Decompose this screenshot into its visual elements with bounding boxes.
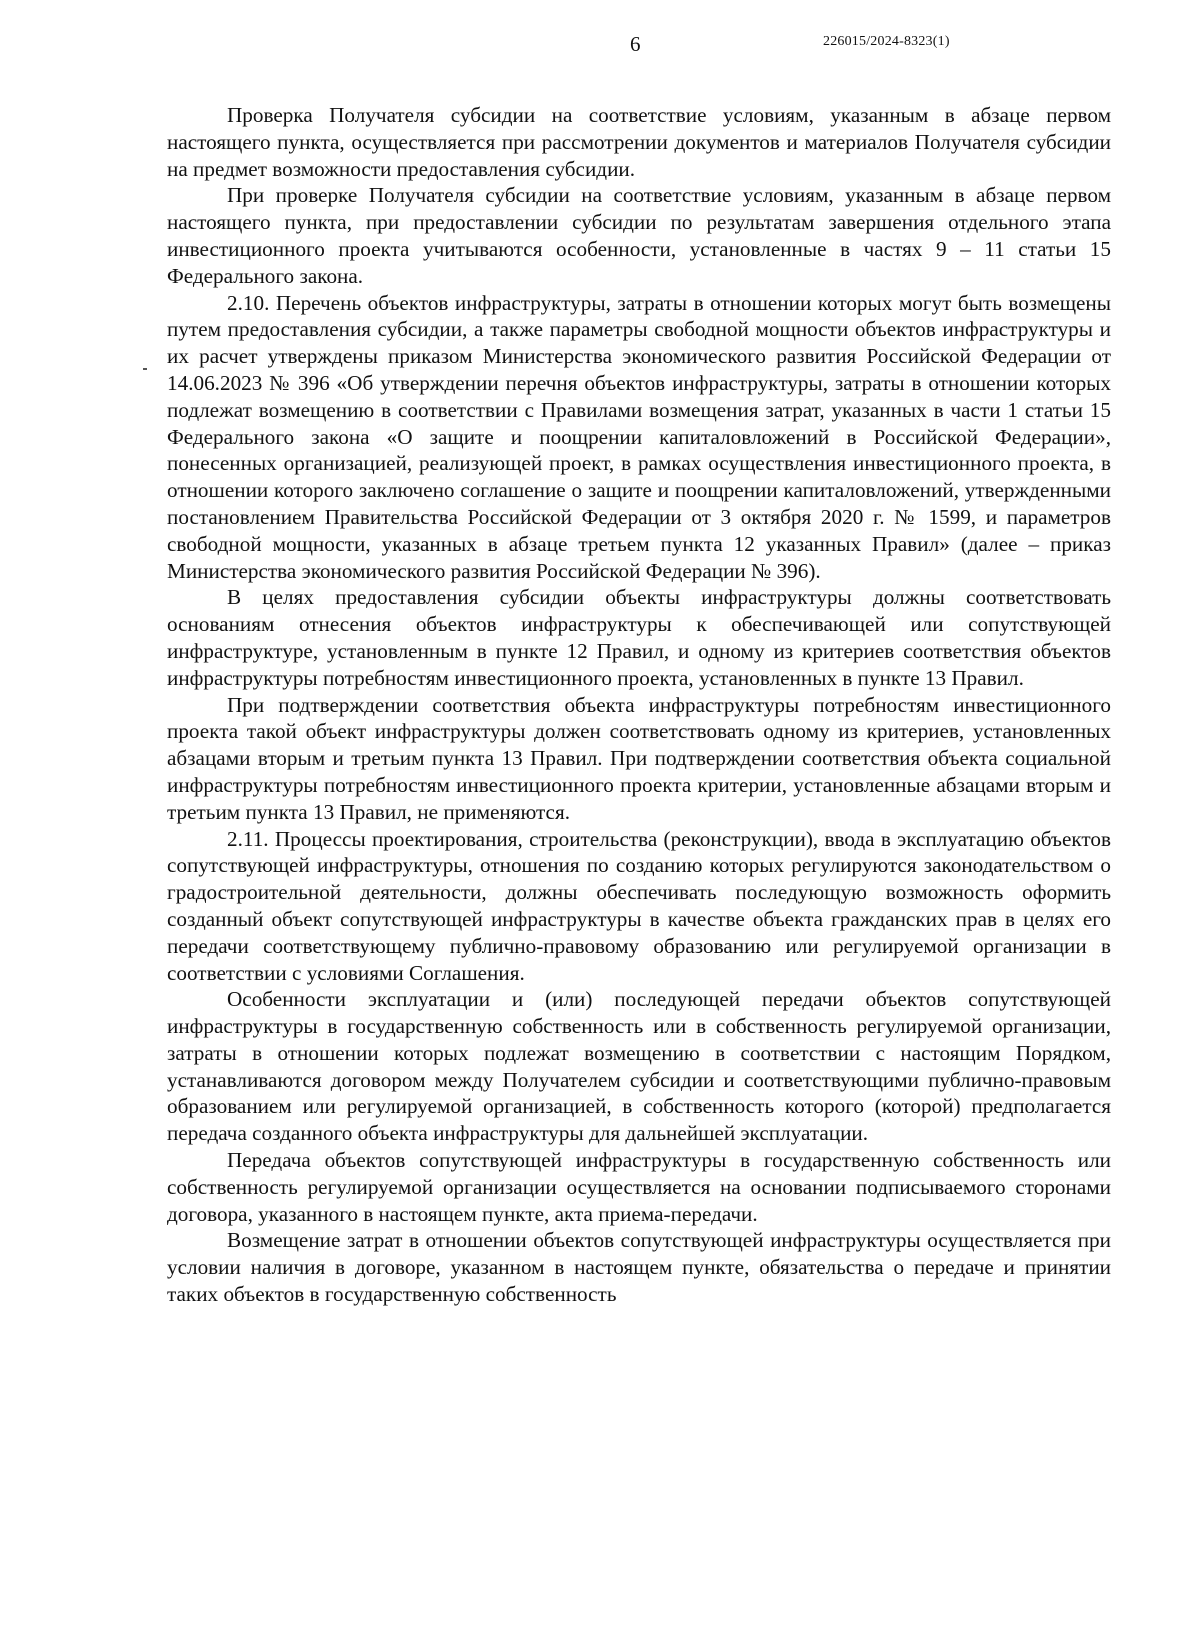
paragraph-transfer: Передача объектов сопутствующей инфраструктуры в государственную собственность или собственность регулируемой организации осуществляется на основании подписываемого сторонами договора, указанного в настоящем пункте, акта приема-передачи. <box>167 1148 1111 1226</box>
paragraph-compliance-confirmation: При подтверждении соответствия объекта инфраструктуры потребностям инвестиционного проекта такой объект инфраструктуры должен соответствовать одному из критериев, установленных абзацами вторым и третьим пункта 13 Правил. При подтверждении соответствия объекта социальной инфраструктуры потребностям инвестиционного проекта критерии, установленные абзацами вторым и третьим пункта 13 Правил, не применяются. <box>167 692 1111 824</box>
paragraph-verification: Проверка Получателя субсидии на соответствие условиям, указанным в абзаце первом настоящего пункта, осуществляется при рассмотрении документов и материалов Получателя субсидии на предмет возможности предоставления субсидии. <box>167 103 1111 181</box>
page-number: 6 <box>630 32 641 56</box>
paragraph-2-10: 2.10. Перечень объектов инфраструктуры, затраты в отношении которых могут быть возмещены путем предоставления субсидии, а также параметры свободной мощности объектов инфраструктуры и их расчет утверждены приказом Министерства экономического развития Российской Федерации от 14.06.2023 № 396 «Об утверждении перечня объектов инфраструктуры, затраты в отношении которых подлежат возмещению в соответствии с Правилами возмещения затрат, указанных в части 1 статьи 15 Федерального закона «О защите и поощрении капиталовложений в Российской Федерации», понесенных организацией, реализующей проект, в рамках осуществления инвестиционного проекта, в отношении которого заключено соглашение о защите и поощрении капиталовложений, утвержденными постановлением Правительства Российской Федерации от 3 октября 2020 г. № 1599, и параметров свободной мощности, указанных в абзаце третьем пункта 12 указанных Правил» (далее – приказ Министерства экономического развития Российской Федерации № 396). <box>167 290 1111 583</box>
scan-artifact <box>143 368 147 370</box>
document-id: 226015/2024-8323(1) <box>823 34 950 49</box>
paragraph-infrastructure-criteria: В целях предоставления субсидии объекты инфраструктуры должны соответствовать основаниям отнесения объектов инфраструктуры к обеспечивающей или сопутствующей инфраструктуре, установленным в пункте 12 Правил, и одному из критериев соответствия объектов инфраструктуры потребностям инвестиционного проекта, установленных в пункте 13 Правил. <box>167 585 1111 690</box>
paragraph-stage-verification: При проверке Получателя субсидии на соответствие условиям, указанным в абзаце первом настоящего пункта, при предоставлении субсидии по результатам завершения отдельного этапа инвестиционного проекта учитываются особенности, установленные в частях 9 – 11 статьи 15 Федерального закона. <box>167 183 1111 288</box>
paragraph-2-11: 2.11. Процессы проектирования, строительства (реконструкции), ввода в эксплуатацию объектов сопутствующей инфраструктуры, отношения по созданию которых регулируются законодательством о градостроительной деятельности, должны обеспечивать последующую возможность оформить созданный объект сопутствующей инфраструктуры в качестве объекта гражданских прав в целях его передачи соответствующему публично-правовому образованию или регулируемой организации в соответствии с условиями Соглашения. <box>167 826 1111 985</box>
paragraph-cost-reimbursement: Возмещение затрат в отношении объектов сопутствующей инфраструктуры осуществляется при условии наличия в договоре, указанном в настоящем пункте, обязательства о передаче и принятии таких объектов в государственную собственность <box>167 1228 1111 1307</box>
paragraph-operation-features: Особенности эксплуатации и (или) последующей передачи объектов сопутствующей инфраструктуры в государственную собственность или в собственность регулируемой организации, затраты в отношении которых подлежат возмещению в соответствии с настоящим Порядком, устанавливаются договором между Получателем субсидии и соответствующими публично-правовым образованием или регулируемой организацией, в собственность которого (которой) предполагается передача созданного объекта инфраструктуры для дальнейшей эксплуатации. <box>167 987 1111 1146</box>
document-body <box>167 102 1111 1308</box>
